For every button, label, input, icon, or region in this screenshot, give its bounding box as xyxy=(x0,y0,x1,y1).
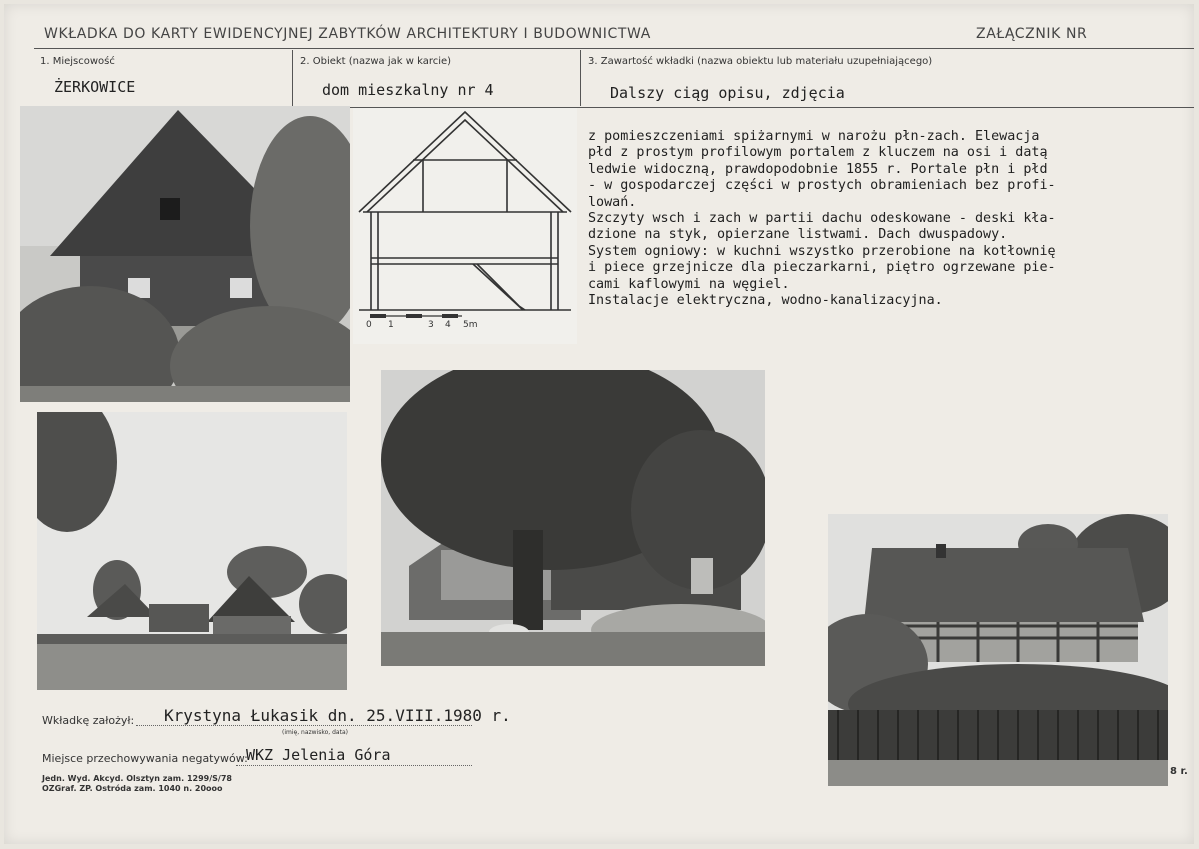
place-label: 1. Miejscowość xyxy=(40,56,115,67)
description-line: i piece grzejnicze dla pieczarkarni, piętro ogrzewane pie- xyxy=(588,260,1056,276)
record-sheet xyxy=(4,4,1194,844)
field-divider-2 xyxy=(580,50,581,106)
scale-tick-1: 1 xyxy=(388,320,394,330)
description-text xyxy=(588,129,1188,309)
storage-value: WKZ Jelenia Góra xyxy=(246,746,391,764)
object-label: 2. Obiekt (nazwa jak w karcie) xyxy=(300,56,452,67)
scale-bar xyxy=(364,312,504,336)
field-divider-1 xyxy=(292,50,293,106)
place-value: ŻERKOWICE xyxy=(54,78,136,96)
scale-tick-3: 3 xyxy=(428,320,434,330)
description-line: płd z prostym profilowym portalem z kluczem na osi i datą xyxy=(588,145,1048,161)
storage-label: Miejsce przechowywania negatywów: xyxy=(42,752,248,765)
photo-long-house xyxy=(828,514,1168,786)
description-line: z pomieszczeniami spiżarnymi w narożu płn-zach. Elewacja xyxy=(588,129,1040,144)
description-line: dzione na styk, opierzane listwami. Dach dwuspadowy. xyxy=(588,227,1008,243)
description-line: - w gospodarczej części w prostych obramieniach bez profi- xyxy=(588,178,1056,194)
author-hint: (imię, nazwisko, data) xyxy=(282,729,348,736)
scale-tick-0: 0 xyxy=(366,320,376,330)
section-drawing xyxy=(353,108,577,344)
photo-gable-house xyxy=(20,106,350,402)
author-dotline xyxy=(136,725,472,726)
photo-landscape xyxy=(37,412,347,690)
description-line: cami kaflowymi na węgiel. xyxy=(588,276,790,292)
form-title: WKŁADKA DO KARTY EWIDENCYJNEJ ZABYTKÓW ARCHITEKTURY I BUDOWNICTWA xyxy=(44,26,651,42)
corner-mark: 8 r. xyxy=(1170,766,1188,777)
content-label: 3. Zawartość wkładki (nazwa obiektu lub materiału uzupełniającego) xyxy=(588,56,933,67)
description-line: Szczyty wsch i zach w partii dachu odeskowane - deski kła- xyxy=(588,211,1056,227)
header-rule xyxy=(34,48,1194,49)
photo-tree-house xyxy=(381,370,765,666)
printer-line-2: OZGraf. ZP. Ostróda zam. 1040 n. 20ooo xyxy=(42,784,223,793)
storage-dotline xyxy=(236,765,472,766)
annex-label: ZAŁĄCZNIK NR xyxy=(976,26,1088,42)
author-label: Wkładkę założył: xyxy=(42,714,135,727)
description-line: System ogniowy: w kuchni wszystko przerobione na kotłownię xyxy=(588,243,1056,259)
author-value: Krystyna Łukasik dn. 25.VIII.1980 r. xyxy=(164,706,511,725)
scale-tick-5m: 5m xyxy=(463,320,478,330)
description-line: ledwie widoczną, prawdopodobnie 1855 r. Portale płn i płd xyxy=(588,161,1048,177)
printer-line-1: Jedn. Wyd. Akcyd. Olsztyn zam. 1299/S/78 xyxy=(42,774,232,783)
scale-tick-4: 4 xyxy=(445,320,451,330)
description-line: lowań. xyxy=(588,194,637,210)
object-value: dom mieszkalny nr 4 xyxy=(322,81,494,99)
description-line: Instalacje elektryczna, wodno-kanalizacyjna. xyxy=(588,293,943,309)
content-value: Dalszy ciąg opisu, zdjęcia xyxy=(610,84,845,102)
